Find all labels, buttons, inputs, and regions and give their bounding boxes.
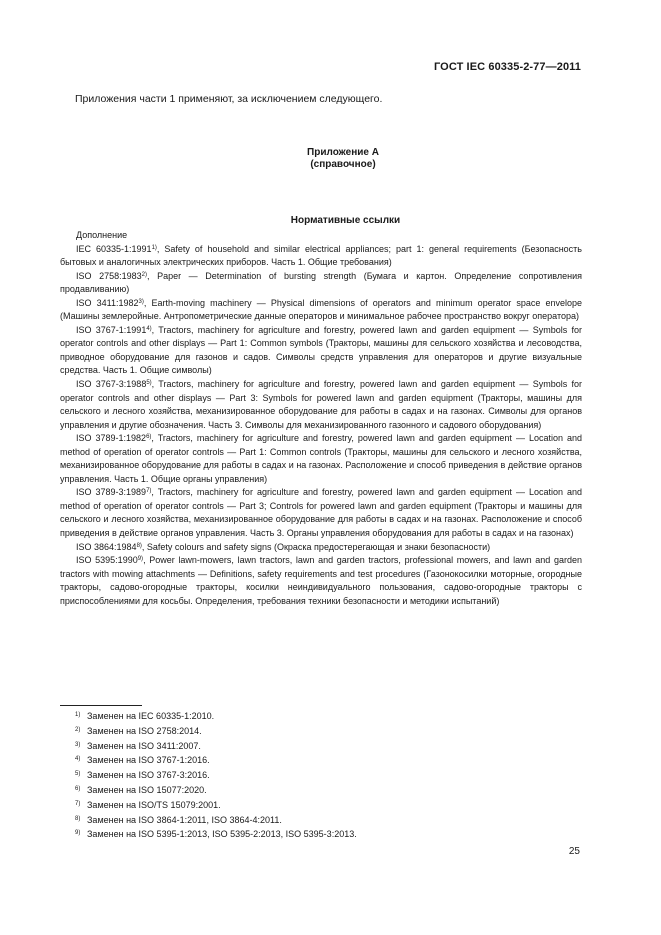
reference-code: ISO 3767-3:1988 (76, 379, 147, 390)
footnote-marker: 2) (141, 271, 147, 278)
reference-code: IEC 60335-1:1991 (76, 243, 152, 254)
reference-text: , Tractors, machinery for agriculture and forestry, powered lawn and garden equipment — Symbols for operator controls and other displays — Part 3: Symbols for powered lawn and garden equipment (Тракторы, машины для сельского и лесного хозяйства, механизированное оборудование для работы в садах и на газонах. Символы для органов управления и другие обозначения. Часть 3. Символы для механизированного газонного и садового оборудования) (60, 379, 582, 430)
footnote-item: 3) Заменен на ISO 3411:2007. (75, 740, 201, 751)
references-body (60, 229, 582, 608)
reference-text: , Tractors, machinery for agriculture and forestry, powered lawn and garden equipment — Symbols for operator controls and other displays — Part 1: Common symbols (Тракторы, машины для сельского хозяйства и лесоводства, приводное оборудование для газонов и садов. Символы средств управления для операторов и другие визуальные средства. Часть 1. Общие символы) (60, 324, 582, 376)
reference-item (60, 554, 582, 608)
reference-item (60, 432, 582, 486)
reference-code: ISO 3767-1:1991 (76, 324, 147, 335)
reference-code: ISO 2758:1983 (76, 270, 142, 281)
footnote-marker: 3) (138, 298, 144, 305)
reference-item (60, 324, 582, 378)
footnote-text: Заменен на ISO 5395-1:2013, ISO 5395-2:2013, ISO 5395-3:2013. (87, 829, 357, 840)
footnote-item: 8) Заменен на ISO 3864-1:2011, ISO 3864-4:2011. (75, 814, 282, 825)
reference-code: ISO 3789-3:1989 (76, 487, 147, 498)
footnote-marker: 9) (137, 556, 144, 563)
reference-item (60, 270, 582, 297)
footnote-item: 7) Заменен на ISO/TS 15079:2001. (75, 799, 221, 810)
reference-code: ISO 3411:1982 (76, 297, 139, 308)
footnote-marker: 7) (146, 488, 152, 495)
reference-text: , Tractors, machinery for agriculture and forestry, powered lawn and garden equipment — Location and method of operation of operator controls — Part 3; Controls for powered lawn and garden equipment (Тракторы и машины для сельского и лесного хозяйства, механизированное оборудование для работы в садах и на газонах. Расположение и способ приведения в действие органов управления. Часть 3. Органы управления оборудования для работы в садах и на газонах) (60, 487, 582, 539)
footnote-text: Заменен на IEC 60335-1:2010. (87, 711, 215, 721)
reference-list (60, 243, 582, 609)
reference-item (60, 378, 582, 432)
reference-item (60, 486, 582, 540)
footnote-item: 1) Заменен на IEC 60335-1:2010. (75, 711, 215, 721)
reference-text: , Tractors, machinery for agriculture and forestry, powered lawn and garden equipment — Location and method of operation of operator controls — Part 1: Common controls (Тракторы, машины для сельского и лесного хозяйства, механизированное оборудование для работы в садах и на газонах. Расположение и способ приведения в действие органов управления. Часть 1. Общие органы управления) (60, 433, 582, 484)
footnote-text: Заменен на ISO 3864-1:2011, ISO 3864-4:2011. (87, 814, 282, 825)
footnote-text: Заменен на ISO 15077:2020. (87, 784, 207, 795)
footnote-marker: 8) (136, 542, 142, 549)
footnote-marker: 6) (146, 434, 152, 441)
addition-label: Дополнение (76, 230, 128, 240)
footnote-marker: 1) (151, 244, 157, 251)
footnote-text: Заменен на ISO 3411:2007. (87, 740, 201, 751)
reference-text: , Earth-moving machinery — Physical dimensions of operators and minimum operator space envelope (Машины землеройные. Антропометрические данные операторов и минимальное рабочее пространство вокруг оператора) (60, 297, 582, 322)
section-title: Нормативные ссылки (290, 215, 401, 226)
reference-code: ISO 3789-1:1982 (76, 433, 147, 444)
annex-title: Приложение А (307, 147, 379, 158)
footnote-marker: 4) (146, 325, 152, 332)
reference-item (60, 297, 582, 324)
reference-text: , Safety colours and safety signs (Окраска предостерегающая и знаки безопасности) (141, 541, 491, 552)
page-number: 25 (568, 846, 580, 857)
annex-subtitle: (справочное) (310, 159, 376, 170)
reference-item (60, 243, 582, 270)
footnote-item: 9) Заменен на ISO 5395-1:2013, ISO 5395-2:2013, ISO 5395-3:2013. (75, 829, 357, 840)
reference-code: ISO 3864:1984 (76, 541, 137, 552)
footnote-text: Заменен на ISO/TS 15079:2001. (87, 799, 221, 810)
reference-text: , Power lawn-mowers, lawn tractors, lawn and garden tractors, professional mowers, and lawn and garden tractors with mowing attachments — Definitions, safety requirements and test procedures (Газонокосилки моторные, огородные тракторы, садово-огородные тракторы, косилки неиндивидуального пользования, садово-огородные тракторы с приспособлениями для косьбы. Определения, требования техники безопасности и методики испытаний) (60, 555, 582, 606)
footnote-item: 6) Заменен на ISO 15077:2020. (75, 784, 207, 795)
reference-code: ISO 5395:1990 (76, 555, 138, 566)
footnote-text: Заменен на ISO 2758:2014. (87, 725, 202, 736)
footnote-list (75, 709, 357, 842)
intro-text: Приложения части 1 применяют, за исключением следующего. (75, 93, 383, 105)
footnote-text: Заменен на ISO 3767-3:2016. (87, 770, 210, 781)
footnote-item: 4) Заменен на ISO 3767-1:2016. (75, 755, 210, 766)
reference-text: , Safety of household and similar electrical appliances; part 1: general requirements (Безопасность бытовых и аналогичных электрических приборов. Часть 1. Общие требования) (60, 243, 582, 268)
footnote-item: 2) Заменен на ISO 2758:2014. (75, 725, 202, 736)
footnote-divider (60, 705, 142, 706)
annex-heading (0, 147, 661, 171)
footnote-item: 5) Заменен на ISO 3767-3:2016. (75, 770, 210, 781)
reference-text: , Paper — Determination of bursting strength (Бумага и картон. Определение сопротивления продавливанию) (60, 270, 582, 295)
document-header: ГОСТ IEC 60335-2-77—2011 (433, 61, 581, 73)
reference-item (60, 541, 582, 555)
footnote-marker: 5) (146, 380, 152, 387)
footnote-text: Заменен на ISO 3767-1:2016. (87, 755, 210, 766)
